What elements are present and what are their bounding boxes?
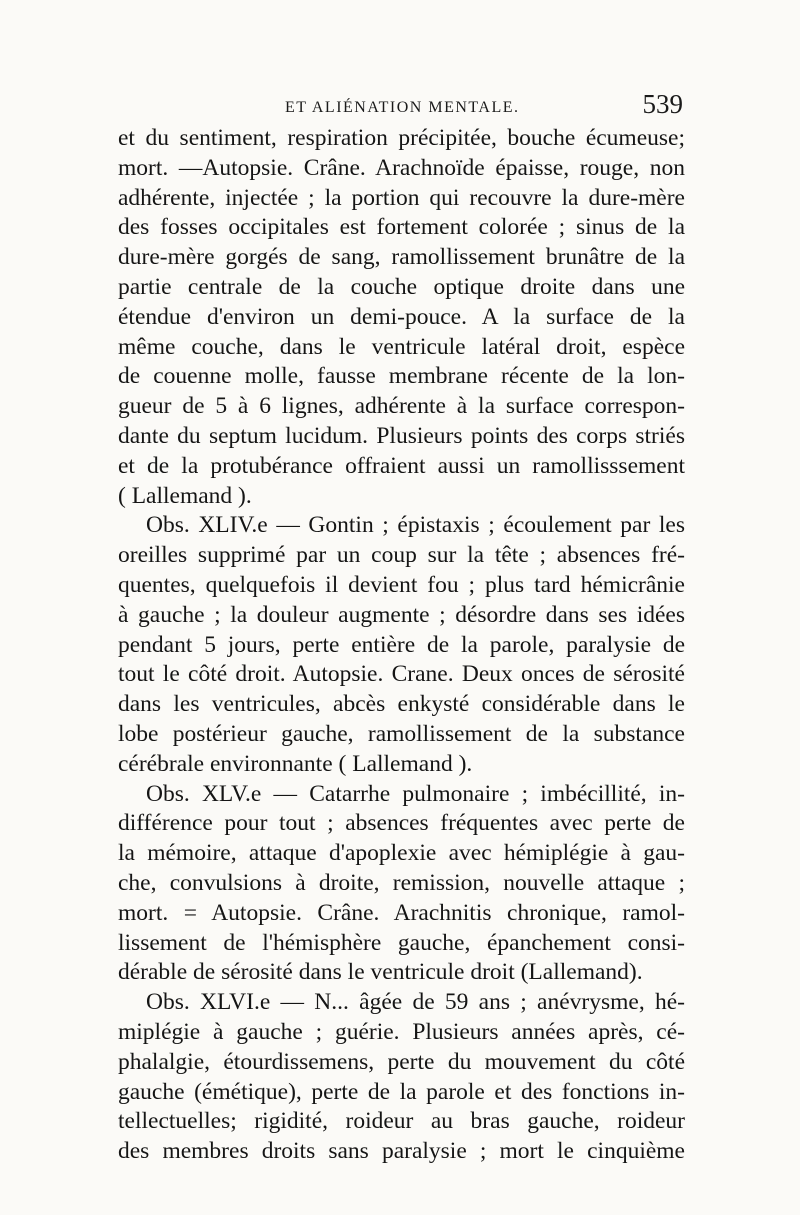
text-line: mort. = Autopsie. Crâne. Arachnitis chronique, ramol-: [118, 899, 685, 926]
text-line: pendant 5 jours, perte entière de la parole, paralysie de: [118, 631, 685, 658]
text-line: phalalgie, étourdissemens, perte du mouvement du côté: [118, 1048, 685, 1075]
page-header: [118, 89, 683, 127]
text-line: miplégie à gauche ; guérie. Plusieurs années après, cé-: [118, 1018, 685, 1045]
body-text: [118, 124, 685, 1167]
text-line: dure-mère gorgés de sang, ramollissement brunâtre de la: [118, 244, 685, 271]
text-line: des membres droits sans paralysie ; mort le cinquième: [118, 1138, 685, 1165]
page-number: 539: [642, 89, 683, 119]
text-line: Obs. XLV.e — Catarrhe pulmonaire ; imbécillité, in-: [146, 780, 685, 807]
text-line: lobe postérieur gauche, ramollissement de la substance: [118, 720, 685, 747]
text-line: tellectuelles; rigidité, roideur au bras gauche, roideur: [118, 1108, 685, 1135]
text-line: ( Lallemand ).: [118, 482, 252, 509]
text-line: mort. —Autopsie. Crâne. Arachnoïde épaisse, rouge, non: [118, 154, 685, 181]
text-line: adhérente, injectée ; la portion qui recouvre la dure-mère: [118, 184, 685, 211]
text-line: dante du septum lucidum. Plusieurs points des corps striés: [118, 422, 685, 449]
text-line: étendue d'environ un demi-pouce. A la surface de la: [118, 303, 685, 330]
text-line: et du sentiment, respiration précipitée, bouche écumeuse;: [118, 125, 685, 151]
text-line: dans les ventricules, abcès enkysté considérable dans le: [118, 691, 685, 718]
text-line: et de la protubérance offraient aussi un ramollisssement: [118, 452, 685, 479]
text-line: Obs. XLIV.e — Gontin ; épistaxis ; écoulement par les: [146, 512, 685, 539]
text-line: à gauche ; la douleur augmente ; désordre dans ses idées: [118, 601, 685, 628]
text-line: gueur de 5 à 6 lignes, adhérente à la surface correspon-: [118, 393, 685, 420]
text-line: partie centrale de la couche optique droite dans une: [118, 273, 685, 300]
text-line: gauche (émétique), perte de la parole et des fonctions in-: [118, 1078, 685, 1105]
text-line: même couche, dans le ventricule latéral droit, espèce: [118, 333, 685, 360]
text-line: oreilles supprimé par un coup sur la tête ; absences fré-: [118, 542, 685, 569]
text-line: che, convulsions à droite, remission, nouvelle attaque ;: [118, 869, 685, 896]
text-line: tout le côté droit. Autopsie. Crane. Deux onces de sérosité: [118, 661, 685, 688]
text-line: dérable de sérosité dans le ventricule droit (Lallemand).: [118, 959, 643, 986]
text-line: différence pour tout ; absences fréquentes avec perte de: [118, 810, 685, 837]
text-line: des fosses occipitales est fortement colorée ; sinus de la: [118, 214, 685, 241]
text-line: de couenne molle, fausse membrane récente de la lon-: [118, 363, 685, 390]
text-line: la mémoire, attaque d'apoplexie avec hémiplégie à gau-: [118, 840, 685, 867]
running-head: ET ALIÉNATION MENTALE.: [285, 99, 520, 116]
text-line: lissement de l'hémisphère gauche, épanchement consi-: [118, 929, 685, 956]
text-line: quentes, quelquefois il devient fou ; plus tard hémicrânie: [118, 571, 685, 598]
text-line: Obs. XLVI.e — N... âgée de 59 ans ; anévrysme, hé-: [146, 989, 685, 1016]
text-line: cérébrale environnante ( Lallemand ).: [118, 750, 473, 777]
